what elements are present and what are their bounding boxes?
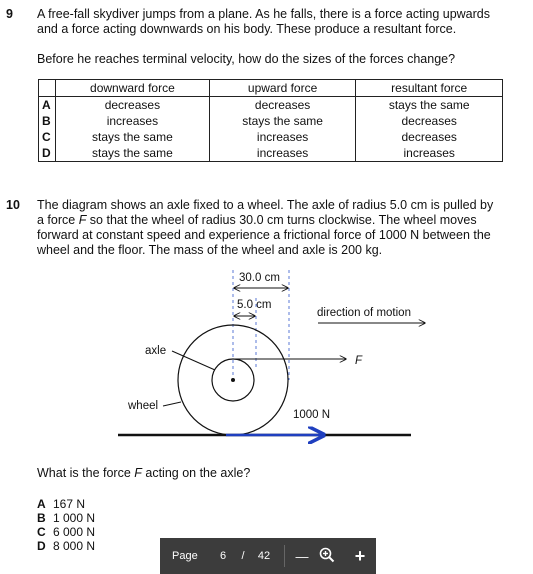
question-9-line-1: A free-fall skydiver jumps from a plane. As he falls, there is a force acting upwards — [37, 7, 490, 21]
table-row — [39, 113, 503, 129]
option-key: D — [39, 145, 56, 162]
table-cell: stays the same — [56, 145, 210, 162]
question-9-line-2: and a force acting downwards on his body. These produce a resultant force. — [37, 22, 457, 36]
option-key: C — [39, 129, 56, 145]
question-10-line-3: forward at constant speed and experience a frictional force of 1000 N between the — [37, 228, 491, 242]
current-page-input[interactable]: 6 — [219, 550, 227, 562]
question-10-stem — [37, 198, 521, 258]
answer-key: B — [37, 511, 46, 525]
table-cell: increases — [56, 113, 210, 129]
stem-text: so that the wheel of radius 30.0 cm turns clockwise. The wheel moves — [86, 213, 477, 227]
total-pages: 42 — [257, 550, 271, 562]
question-10-answers — [37, 497, 95, 553]
axle-label: axle — [145, 345, 167, 357]
answer-option — [37, 525, 95, 539]
magnifier-icon — [319, 547, 335, 563]
prompt-text: What is the force — [37, 466, 135, 480]
zoom-in-button[interactable]: + — [354, 545, 366, 566]
question-9-number: 9 — [6, 7, 13, 21]
table-row — [39, 145, 503, 162]
page-label: Page — [172, 550, 198, 562]
header-upward-force: upward force — [209, 80, 356, 97]
toolbar-divider — [284, 545, 285, 567]
table-cell: increases — [209, 145, 356, 162]
wheel-axle-diagram — [0, 260, 533, 450]
table-cell: decreases — [356, 113, 503, 129]
zoom-out-button[interactable]: — — [295, 548, 309, 564]
header-resultant-force: resultant force — [356, 80, 503, 97]
question-10-line-1: The diagram shows an axle fixed to a wheel. The axle of radius 5.0 cm is pulled by — [37, 198, 494, 212]
force-symbol: F — [78, 213, 87, 227]
question-10-prompt — [37, 466, 250, 481]
table-cell: decreases — [356, 129, 503, 145]
question-10-number: 10 — [6, 198, 20, 212]
answer-text: 1 000 N — [53, 511, 96, 525]
prompt-text: acting on the axle? — [141, 466, 251, 480]
table-cell: stays the same — [356, 97, 503, 114]
axle-radius-label: 5.0 cm — [237, 299, 272, 311]
zoom-icon[interactable] — [319, 547, 341, 566]
table-cell: increases — [356, 145, 503, 162]
question-10-line-2 — [37, 213, 521, 228]
table-header-row — [39, 80, 503, 97]
answer-option — [37, 511, 95, 525]
wheel-label: wheel — [128, 400, 159, 412]
axle-centre-dot — [231, 378, 235, 382]
table-corner-cell — [39, 80, 56, 97]
option-key: A — [39, 97, 56, 114]
table-row — [39, 97, 503, 114]
answer-text: 8 000 N — [53, 539, 96, 553]
table-row — [39, 129, 503, 145]
friction-label: 1000 N — [293, 409, 331, 421]
question-10-line-4: wheel and the floor. The mass of the wheel and axle is 200 kg. — [37, 243, 383, 257]
stem-text: a force — [37, 213, 79, 227]
question-9-options-table — [38, 79, 503, 162]
question-9-stem — [37, 7, 527, 37]
table-cell: stays the same — [209, 113, 356, 129]
header-downward-force: downward force — [56, 80, 210, 97]
answer-option — [37, 539, 95, 553]
table-cell: stays the same — [56, 129, 210, 145]
force-symbol: F — [134, 466, 142, 480]
direction-of-motion-label: direction of motion — [317, 307, 411, 319]
table-cell: decreases — [209, 97, 356, 114]
answer-key: C — [37, 525, 46, 539]
force-f-label: F — [355, 355, 363, 367]
answer-key: A — [37, 497, 46, 511]
page-separator: / — [241, 550, 245, 562]
table-cell: increases — [209, 129, 356, 145]
answer-key: D — [37, 539, 46, 553]
wheel-leader-line — [163, 402, 181, 406]
answer-option — [37, 497, 95, 511]
answer-text: 167 N — [53, 497, 86, 511]
option-key: B — [39, 113, 56, 129]
table-cell: decreases — [56, 97, 210, 114]
answer-text: 6 000 N — [53, 525, 96, 539]
question-9-prompt: Before he reaches terminal velocity, how do the sizes of the forces change? — [37, 52, 456, 66]
axle-leader-line — [172, 351, 215, 370]
wheel-radius-label: 30.0 cm — [239, 272, 280, 284]
